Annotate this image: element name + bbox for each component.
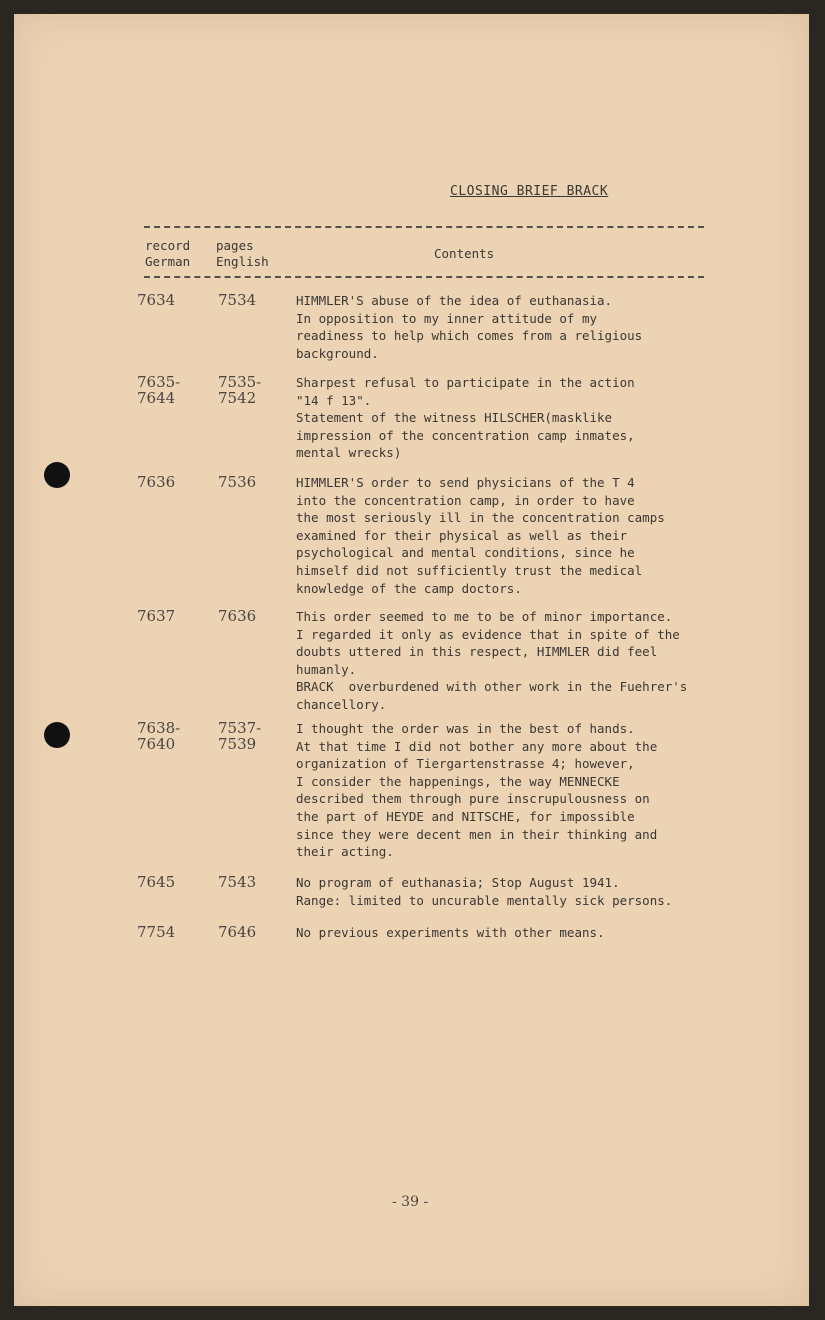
content-line: impression of the concentration camp inmates,	[296, 427, 635, 443]
row-contents	[296, 292, 736, 362]
header-pages-english: pages English	[216, 238, 269, 269]
content-line: I thought the order was in the best of hands.	[296, 721, 635, 736]
row-contents	[296, 720, 736, 861]
content-line: described them through pure inscrupulousness on	[296, 791, 650, 807]
english-page: 7636	[218, 607, 257, 625]
english-page: 7537- 7539	[218, 719, 262, 753]
header-bottom-divider	[144, 276, 704, 278]
document-page	[14, 14, 809, 1306]
content-line: No previous experiments with other means.	[296, 925, 605, 940]
content-line: since they were decent men in their thinking and	[296, 826, 658, 842]
header-record-german: record German	[145, 238, 191, 269]
content-line: I consider the happenings, the way MENNECKE	[296, 773, 620, 789]
binder-hole-bottom	[44, 722, 70, 748]
english-page: 7536	[218, 473, 257, 491]
content-line: No program of euthanasia; Stop August 1941.	[296, 875, 620, 890]
content-line: BRACK overburdened with other work in the Fuehrer's	[296, 679, 688, 695]
content-line: the part of HEYDE and NITSCHE, for impossible	[296, 808, 635, 824]
german-record-page: 7636	[137, 473, 176, 491]
content-line: doubts uttered in this respect, HIMMLER did feel	[296, 644, 658, 660]
page-number: - 39 -	[392, 1194, 429, 1210]
german-record-page: 7754	[137, 923, 176, 941]
content-line: himself did not sufficiently trust the medical	[296, 562, 643, 578]
german-record-page: 7637	[137, 607, 176, 625]
content-line: I regarded it only as evidence that in spite of the	[296, 626, 680, 642]
content-line: their acting.	[296, 844, 394, 860]
content-line: the most seriously ill in the concentration camps	[296, 510, 665, 526]
content-line: At that time I did not bother any more about the	[296, 738, 658, 754]
english-page: 7646	[218, 923, 257, 941]
english-page: 7543	[218, 873, 257, 891]
german-record-page: 7638- 7640	[137, 719, 181, 753]
document-title: CLOSING BRIEF BRACK	[450, 184, 609, 199]
content-line: This order seemed to me to be of minor importance.	[296, 609, 673, 624]
content-line: knowledge of the camp doctors.	[296, 580, 522, 596]
content-line: examined for their physical as well as their	[296, 527, 628, 543]
content-line: Sharpest refusal to participate in the action	[296, 375, 635, 390]
content-line: Statement of the witness HILSCHER(masklike	[296, 410, 613, 426]
german-record-page: 7634	[137, 291, 176, 309]
content-line: readiness to help which comes from a religious	[296, 328, 643, 344]
content-line: HIMMLER'S order to send physicians of the T 4	[296, 475, 635, 490]
content-line: chancellory.	[296, 696, 387, 712]
english-page: 7534	[218, 291, 257, 309]
row-contents	[296, 874, 736, 909]
german-record-page: 7635- 7644	[137, 373, 181, 407]
row-contents	[296, 924, 736, 942]
header-top-divider	[144, 226, 704, 228]
header-contents: Contents	[434, 246, 495, 261]
content-line: "14 f 13".	[296, 392, 372, 408]
content-line: In opposition to my inner attitude of my	[296, 310, 598, 326]
content-line: psychological and mental conditions, since he	[296, 545, 635, 561]
content-line: Range: limited to uncurable mentally sick persons.	[296, 892, 673, 908]
row-contents	[296, 374, 736, 462]
english-page: 7535- 7542	[218, 373, 262, 407]
content-line: humanly.	[296, 661, 357, 677]
content-line: mental wrecks)	[296, 445, 402, 461]
content-line: into the concentration camp, in order to have	[296, 492, 635, 508]
binder-hole-top	[44, 462, 70, 488]
row-contents	[296, 474, 736, 597]
german-record-page: 7645	[137, 873, 176, 891]
content-line: HIMMLER'S abuse of the idea of euthanasia.	[296, 293, 613, 308]
row-contents	[296, 608, 736, 714]
content-line: organization of Tiergartenstrasse 4; however,	[296, 756, 635, 772]
content-line: background.	[296, 345, 379, 361]
